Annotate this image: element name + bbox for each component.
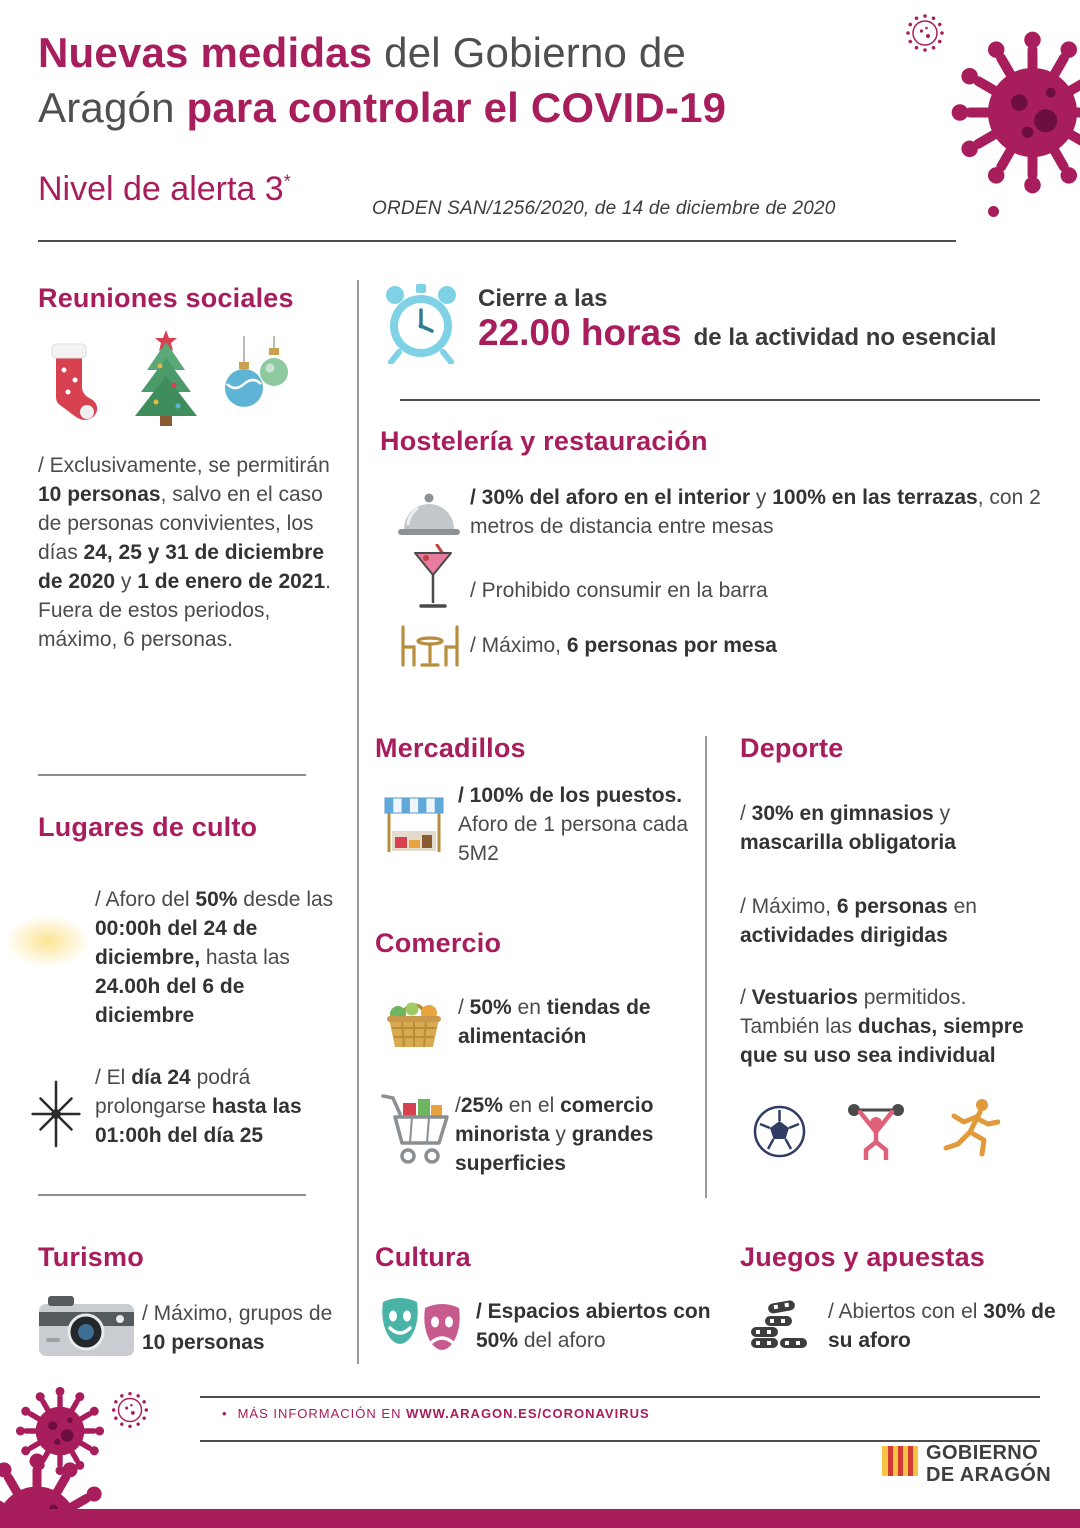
dot-decoration <box>988 206 999 217</box>
section-title-deporte: Deporte <box>740 733 844 763</box>
column-divider <box>357 280 359 1364</box>
title-accent-2: para controlar el COVID-19 <box>186 83 727 131</box>
christmas-baubles-icon <box>222 336 296 428</box>
running-icon <box>942 1096 1000 1160</box>
hosteleria-item-3: / Máximo, 6 personas por mesa <box>470 634 777 657</box>
title-line-1 <box>38 26 726 81</box>
lugares-culto-item-2: / El día 24 podrá prolongarse hasta las 01:00h del día 25 <box>95 1066 302 1147</box>
section-title-hosteleria: Hostelería y restauración <box>380 426 708 456</box>
logo-line-1: GOBIERNO <box>926 1442 1039 1464</box>
title-rest-2: Aragón <box>38 83 187 131</box>
section-title-juegos-y-apuestas: Juegos y apuestas <box>740 1242 986 1272</box>
section-title-lugares-de-culto: Lugares de culto <box>38 812 258 842</box>
footer-info <box>222 1406 650 1421</box>
footer-info-text <box>238 1406 650 1421</box>
lugares-culto-item-1: / Aforo del 50% desde las 00:00h del 24 de diciembre, hasta las 24.00h del 6 de diciembre <box>95 888 334 1027</box>
footer-info-link: WWW.ARAGON.ES/CORONAVIRUS <box>406 1406 650 1421</box>
mercadillos-text: / 100% de los puestos. Aforo de 1 persona cada 5M2 <box>458 784 688 865</box>
divider <box>400 399 1040 401</box>
alert-footnote-star: * <box>283 171 291 192</box>
alert-level-text: Nivel de alerta 3 <box>38 170 284 208</box>
soccer-ball-icon <box>752 1104 807 1159</box>
logo-line-2: DE ARAGÓN <box>926 1464 1052 1487</box>
bottom-accent-bar <box>0 1509 1080 1528</box>
star-icon <box>22 1080 90 1148</box>
title-accent-1: Nuevas medidas <box>38 29 373 76</box>
divider <box>38 1194 306 1196</box>
header-divider <box>38 240 956 242</box>
turismo-text: / Máximo, grupos de 10 personas <box>142 1302 333 1354</box>
title-rest-1: del Gobierno de <box>372 29 687 76</box>
cultura-text: / Espacios abiertos con 50% del aforo <box>476 1300 711 1352</box>
aragon-flag-icon <box>882 1446 918 1476</box>
closure-time: 22.00 horas <box>478 312 682 353</box>
section-title-cultura: Cultura <box>375 1242 471 1272</box>
coronavirus-icon <box>106 1386 154 1434</box>
poker-chips-icon <box>748 1294 810 1352</box>
deporte-item-1: / 30% en gimnasios y mascarilla obligatoria <box>740 802 956 854</box>
section-title-reuniones-sociales: Reuniones sociales <box>38 283 294 313</box>
cloche-icon <box>398 492 460 538</box>
order-reference: ORDEN SAN/1256/2020, de 14 de diciembre de 2020 <box>372 198 836 219</box>
closure-scope: de la actividad no esencial <box>693 324 997 351</box>
shopping-cart-icon <box>380 1090 450 1166</box>
christmas-tree-icon <box>126 330 206 428</box>
theater-masks-icon <box>378 1294 466 1356</box>
weightlifting-icon <box>845 1098 907 1160</box>
title-line-2 <box>38 81 726 136</box>
divider <box>38 774 306 776</box>
closure-intro: Cierre a las <box>478 285 608 312</box>
market-stall-icon <box>383 795 445 855</box>
hosteleria-item-2: / Prohibido consumir en la barra <box>470 579 768 602</box>
alarm-clock-icon <box>382 280 460 364</box>
footer-divider-top <box>200 1396 1040 1398</box>
hosteleria-item-1: / 30% del aforo en el interior y 100% en las terrazas, con 2 metros de distancia entre mesas <box>470 486 1041 538</box>
footer-divider-bottom <box>200 1440 1040 1442</box>
cocktail-icon <box>412 544 454 612</box>
deporte-item-2: / Máximo, 6 personas en actividades dirigidas <box>740 895 977 947</box>
alert-level <box>38 170 291 209</box>
gobierno-aragon-logo <box>926 1442 1051 1487</box>
coronavirus-icon <box>900 8 950 58</box>
column-divider <box>705 736 707 1198</box>
closure-time-row <box>478 312 996 354</box>
section-title-mercadillos: Mercadillos <box>375 733 526 763</box>
sun-glow-icon <box>5 915 90 967</box>
grocery-basket-icon <box>383 990 445 1050</box>
juegos-text: / Abiertos con el 30% de su aforo <box>828 1300 1056 1352</box>
camera-icon <box>38 1294 135 1358</box>
deporte-item-3: / Vestuarios permitidos. También las duchas, siempre que su uso sea individual <box>740 986 1024 1067</box>
page-title <box>38 26 726 135</box>
coronavirus-icon <box>950 30 1080 195</box>
bullet-icon: • <box>222 1406 228 1421</box>
comercio-item-2: /25% en el comercio minorista y grandes superficies <box>455 1094 654 1175</box>
reuniones-sociales-text: / Exclusivamente, se permitirán 10 personas, salvo en el caso de personas convivientes, los días 24, 25 y 31 de diciembre de 2020 y 1 de enero de 2021. Fuera de estos periodos, máximo, 6 personas. <box>38 454 332 651</box>
section-title-comercio: Comercio <box>375 928 502 958</box>
footer-info-prefix: MÁS INFORMACIÓN EN <box>237 1406 407 1421</box>
comercio-item-1: / 50% en tiendas de alimentación <box>458 996 651 1048</box>
christmas-stocking-icon <box>40 342 98 426</box>
table-chairs-icon <box>396 624 464 668</box>
section-title-turismo: Turismo <box>38 1242 144 1272</box>
